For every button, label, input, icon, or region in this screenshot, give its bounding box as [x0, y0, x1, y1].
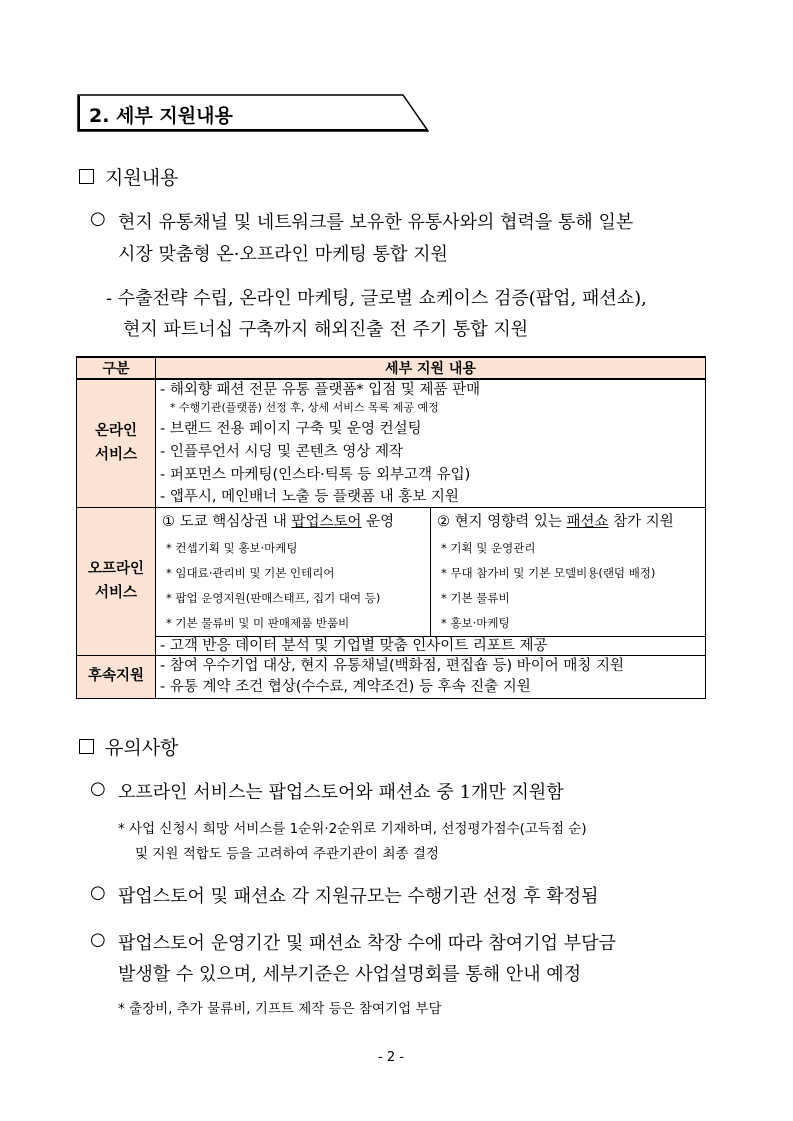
section-heading-title: 2. 세부 지원내용 — [89, 105, 233, 127]
notice-bullet-2: 팝업스토어 및 패션쇼 각 지원규모는 수행기관 선정 후 확정됨 — [118, 886, 599, 907]
notice-title — [79, 733, 178, 760]
online-item-5: - 앱푸시, 메인배너 노출 등 플랫폼 내 홍보 지원 — [160, 489, 459, 505]
popup-store-heading — [156, 508, 430, 536]
fashion-item-1: * 기획 및 운영관리 — [441, 541, 536, 555]
bullet-circle-icon: ○ — [90, 778, 106, 799]
support-bullet-line2: 시장 맞춤형 온·오프라인 마케팅 통합 지원 — [118, 244, 448, 265]
followup-category-cell: 후속지원 — [77, 656, 156, 699]
followup-item-2: - 유통 계약 조건 협상(수수료, 계약조건) 등 후속 진출 지원 — [160, 679, 531, 695]
notice-bullet-3-line1: 팝업스토어 운영기간 및 패션쇼 착장 수에 따라 참여기업 부담금 — [118, 933, 616, 954]
online-item-1: - 해외향 패션 전문 유통 플랫폼* 입점 및 제품 판매 — [160, 382, 481, 398]
support-dash-line2: 현지 파트너십 구축까지 해외진출 전 주기 통합 지원 — [123, 319, 529, 340]
notice-note-1-line1: * 사업 신청시 희망 서비스를 1순위·2순위로 기재하며, 선정평가점수(고득점 순) — [118, 821, 587, 837]
section-heading-box — [77, 94, 429, 132]
followup-item-1: - 참여 우수기업 대상, 현지 유통채널(백화점, 편집숍 등) 바이어 매칭 지원 — [160, 658, 625, 674]
fashion-item-2: * 무대 참가비 및 기본 모델비용(랜덤 배정) — [441, 566, 656, 580]
popup-heading-underlined: 팝업스토어 — [291, 514, 362, 530]
online-service-row — [77, 379, 706, 508]
offline-service-row — [77, 508, 706, 656]
notice-note-3: * 출장비, 추가 물류비, 기프트 제작 등은 참여기업 부담 — [118, 1001, 442, 1017]
notice-bullet-1: 오프라인 서비스는 팝업스토어와 패션쇼 중 1개만 지원함 — [118, 782, 564, 803]
offline-category-line1: 오프라인 — [87, 561, 145, 578]
online-category-line2: 서비스 — [94, 446, 138, 463]
popup-item-3: * 팝업 운영지원(판매스태프, 집기 대여 등) — [166, 591, 381, 605]
notice-note-1-line2: 및 지원 적합도 등을 고려하여 주관기관이 최종 결정 — [135, 846, 439, 862]
fashion-heading-underlined: 패션쇼 — [566, 514, 609, 530]
online-category-cell — [77, 379, 156, 508]
popup-store-column — [156, 508, 431, 636]
offline-content-cell — [156, 508, 706, 656]
support-content-title-text: 지원내용 — [105, 167, 179, 189]
bullet-circle-icon: ○ — [90, 882, 106, 903]
offline-category-line2: 서비스 — [94, 584, 138, 601]
notice-bullet-3-line2: 발생할 수 있으며, 세부기준은 사업설명회를 통해 안내 예정 — [118, 964, 582, 985]
checkbox-square-icon — [79, 169, 94, 184]
offline-report-item: - 고객 반응 데이터 분석 및 기업별 맞춤 인사이트 리포트 제공 — [156, 636, 705, 655]
support-bullet-line1: 현지 유통채널 및 네트워크를 보유한 유통사와의 협력을 통해 일본 — [118, 212, 634, 233]
fashion-heading-suffix: 참가 지원 — [608, 514, 674, 530]
fashion-item-3: * 기본 물류비 — [441, 591, 510, 605]
bullet-circle-icon: ○ — [90, 929, 106, 950]
support-dash-line1: - 수출전략 수립, 온라인 마케팅, 글로벌 쇼케이스 검증(팝업, 패션쇼), — [106, 288, 647, 309]
fashion-show-heading — [431, 508, 705, 536]
followup-row — [77, 656, 706, 699]
table-header-category: 구분 — [77, 357, 156, 379]
popup-item-1: * 컨셉기획 및 홍보·마케팅 — [166, 541, 298, 555]
popup-heading-suffix: 운영 — [361, 514, 395, 530]
support-content-title — [79, 163, 178, 190]
notice-title-text: 유의사항 — [105, 737, 179, 759]
fashion-show-column — [431, 508, 705, 636]
online-item-2: - 브랜드 전용 페이지 구축 및 운영 컨설팅 — [160, 421, 422, 437]
page-number: - 2 - — [378, 1050, 404, 1065]
popup-heading-prefix: ① 도쿄 핵심상권 내 — [162, 514, 292, 530]
offline-category-cell — [77, 508, 156, 656]
fashion-heading-prefix: ② 현지 영향력 있는 — [437, 514, 567, 530]
online-item-3: - 인플루언서 시딩 및 콘텐츠 영상 제작 — [160, 444, 403, 460]
table-header-content: 세부 지원 내용 — [156, 357, 706, 379]
table-header-row — [77, 357, 706, 379]
bullet-circle-icon: ○ — [90, 208, 106, 229]
online-item-note: * 수행기관(플랫폼) 선정 후, 상세 서비스 목록 제공 예정 — [170, 401, 439, 414]
fashion-item-4: * 홍보·마케팅 — [441, 616, 510, 630]
popup-item-2: * 임대료·관리비 및 기본 인테리어 — [166, 566, 335, 580]
popup-item-4: * 기본 물류비 및 미 판매제품 반품비 — [166, 616, 350, 630]
online-content-cell — [156, 379, 706, 508]
checkbox-square-icon — [79, 739, 94, 754]
online-item-4: - 퍼포먼스 마케팅(인스타·틱톡 등 외부고객 유입) — [160, 467, 471, 483]
online-category-line1: 온라인 — [94, 423, 138, 440]
offline-split-columns — [156, 508, 705, 636]
support-detail-table — [76, 356, 706, 699]
followup-content-cell — [156, 656, 706, 699]
